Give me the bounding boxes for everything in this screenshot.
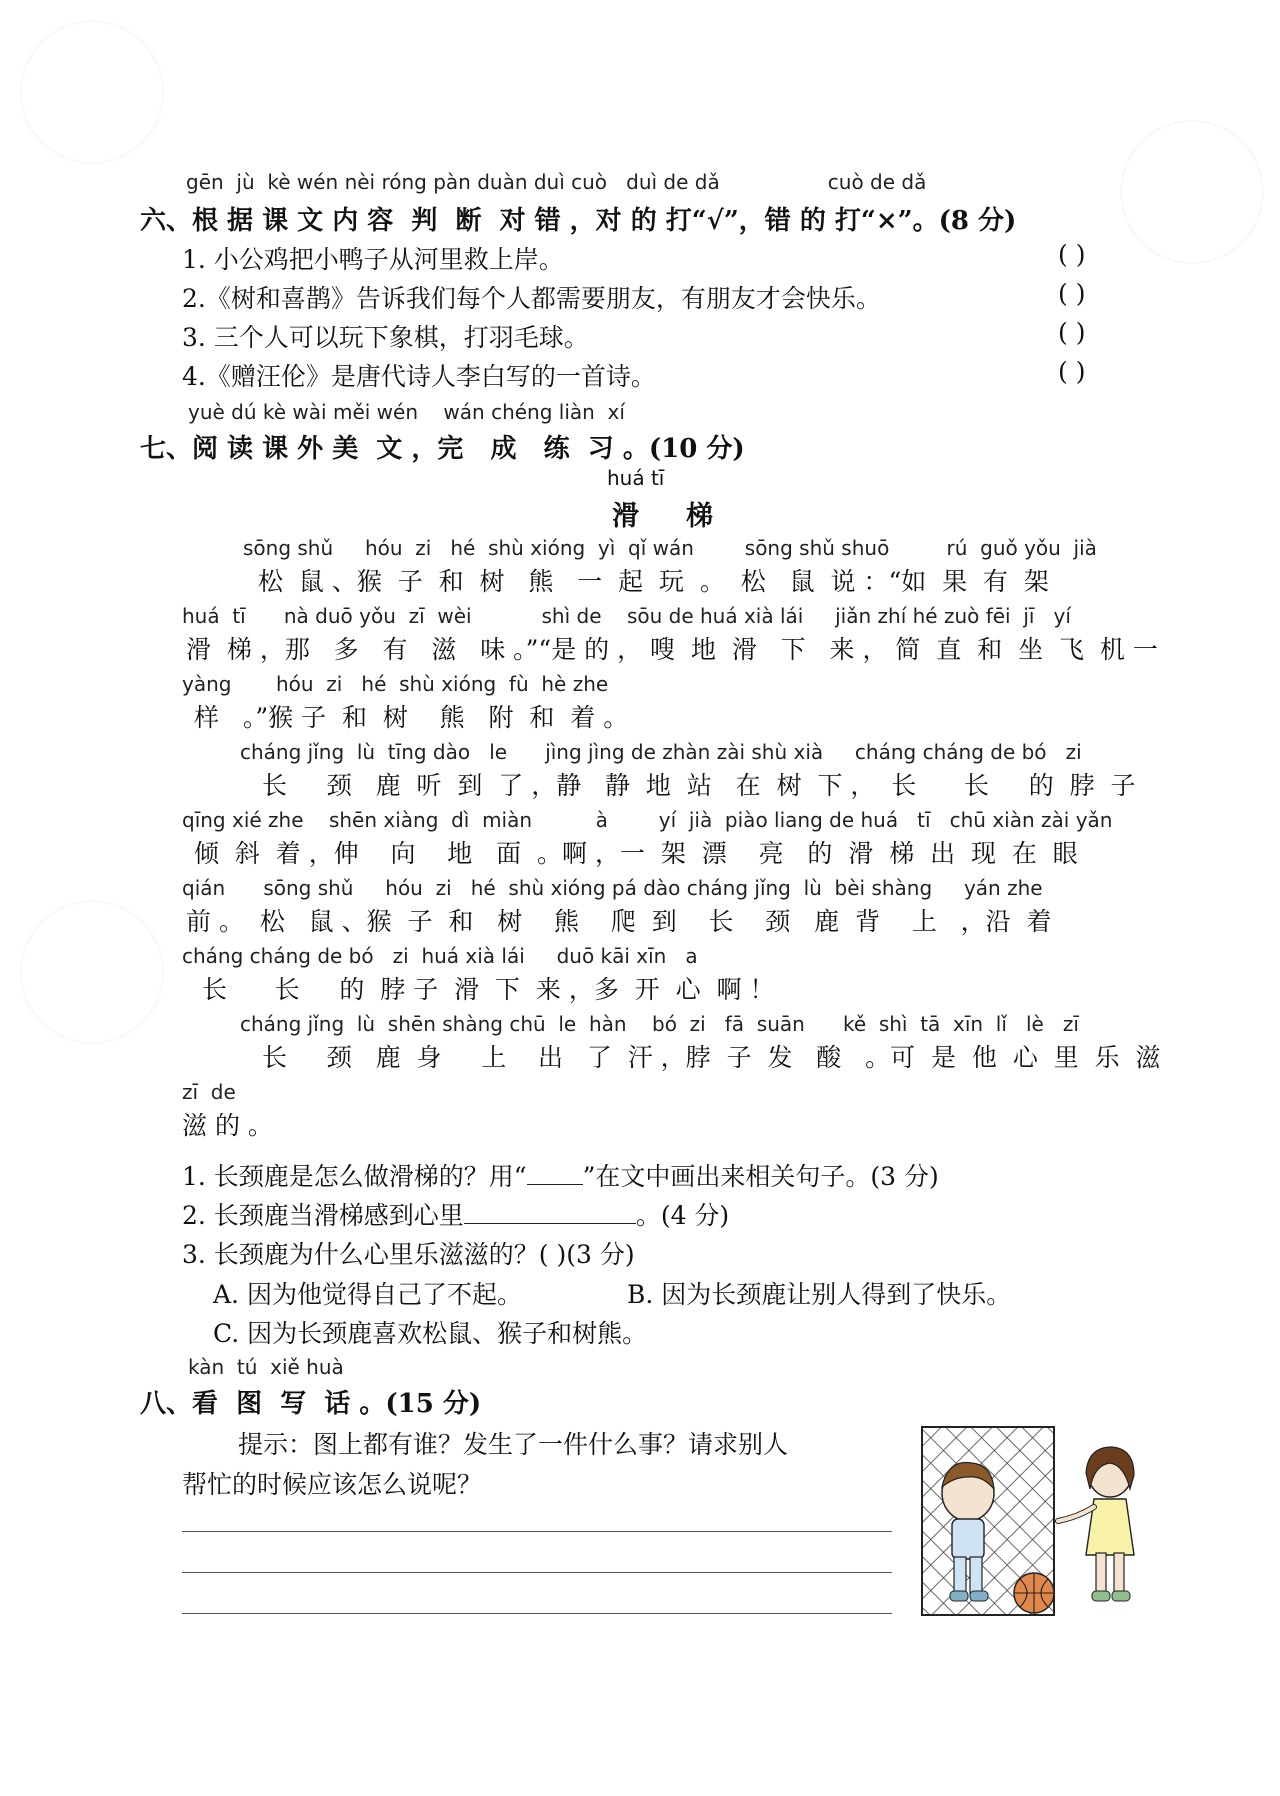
judge-item-4: 4.《赠汪伦》是唐代诗人李白写的一首诗。 xyxy=(182,362,656,391)
basketball xyxy=(1014,1573,1054,1613)
passage-pinyin-line: qīng xié zhe shēn xiàng dì miàn à yí jià piào liang de huá tī chū xiàn zài yǎn xyxy=(182,808,1113,832)
section6-pinyin: gēn jù kè wén nèi róng pàn duàn duì cuò duì de dǎ cuò de dǎ xyxy=(186,170,927,194)
judge-answer-1[interactable]: ( ) xyxy=(1058,240,1086,269)
section6-heading: 六、根 据 课 文 内 容 判 断 对 错 ，对 的 打“√”，错 的 打“×”。(8 分) xyxy=(140,206,1017,236)
question-2 xyxy=(182,1196,729,1232)
passage-pinyin-line: huá tī nà duō yǒu zī wèi shì de sōu de huá xià lái jiǎn zhí hé zuò fēi jī yí xyxy=(182,604,1071,628)
judge-answer-3[interactable]: ( ) xyxy=(1058,318,1086,347)
question-2-text-end: 。(4 分) xyxy=(635,1201,730,1230)
watermark-seal xyxy=(20,20,164,164)
passage-text-line: 长 颈 鹿 身 上 出 了 汗 ，脖 子 发 酸 。可 是 他 心 里 乐 滋 xyxy=(262,1043,1161,1072)
judge-item-2: 2.《树和喜鹊》告诉我们每个人都需要朋友，有朋友才会快乐。 xyxy=(182,284,881,313)
option-c[interactable]: C. 因为长颈鹿喜欢松鼠、猴子和树熊。 xyxy=(213,1319,648,1348)
passage-pinyin-line: zī de xyxy=(182,1080,236,1104)
passage-pinyin-line: cháng jǐng lù shēn shàng chū le hàn bó zi fā suān kě shì tā xīn lǐ lè zī xyxy=(240,1012,1079,1036)
passage-text-line: 样 。”猴 子 和 树 熊 附 和 着 。 xyxy=(194,703,629,732)
passage-text-line: 前 。 松 鼠 、猴 子 和 树 熊 爬 到 长 颈 鹿 背 上 ，沿 着 xyxy=(186,907,1052,936)
writing-line[interactable] xyxy=(182,1613,892,1614)
option-b[interactable]: B. 因为长颈鹿让别人得到了快乐。 xyxy=(627,1280,1012,1309)
watermark-seal xyxy=(20,900,164,1044)
section7-pinyin: yuè dú kè wài měi wén wán chéng liàn xí xyxy=(188,400,625,424)
watermark-seal xyxy=(1120,120,1264,264)
judge-answer-2[interactable]: ( ) xyxy=(1058,279,1086,308)
passage-text-line: 长 颈 鹿 听 到 了 ，静 静 地 站 在 树 下 ， 长 长 的 脖 子 xyxy=(262,771,1136,800)
question-1-text: 1. 长颈鹿是怎么做滑梯的？用“ xyxy=(182,1162,527,1191)
passage-text-line: 滑 梯 ，那 多 有 滋 味 。”“是 的 ， 嗖 地 滑 下 来 ， 简 直 和 坐 飞 机 一 xyxy=(186,635,1158,664)
passage-pinyin-line: cháng cháng de bó zi huá xià lái duō kāi xīn a xyxy=(182,944,698,968)
writing-line[interactable] xyxy=(182,1531,892,1532)
illustration-children-basketball xyxy=(918,1425,1158,1620)
passage-text-line: 长 长 的 脖 子 滑 下 来 ，多 开 心 啊 ！ xyxy=(202,975,775,1004)
judge-item-1: 1. 小公鸡把小鸭子从河里救上岸。 xyxy=(182,245,564,274)
passage-text-line: 滋 的 。 xyxy=(182,1111,273,1140)
passage-text-line: 松 鼠 、猴 子 和 树 熊 一 起 玩 。 松 鼠 说 ：“如 果 有 架 xyxy=(258,567,1049,596)
option-a[interactable]: A. 因为他觉得自己了不起。 xyxy=(213,1280,522,1309)
question-2-text: 2. 长颈鹿当滑梯感到心里 xyxy=(182,1201,464,1230)
section7-heading: 七、阅 读 课 外 美 文 ，完 成 练 习 。(10 分) xyxy=(140,434,745,464)
question-1 xyxy=(182,1157,939,1193)
hint-line-2: 帮忙的时候应该怎么说呢？ xyxy=(182,1470,483,1499)
underline-sample xyxy=(527,1184,583,1185)
passage-pinyin-line: cháng jǐng lù tīng dào le jìng jìng de zhàn zài shù xià cháng cháng de bó zi xyxy=(240,740,1082,764)
section8-heading: 八、看 图 写 话 。(15 分) xyxy=(140,1389,482,1419)
writing-line[interactable] xyxy=(182,1572,892,1573)
passage-pinyin-line: sōng shǔ hóu zi hé shù xióng yì qǐ wán sōng shǔ shuō rú guǒ yǒu jià xyxy=(243,536,1097,560)
passage-title-pinyin: huá tī xyxy=(607,466,665,490)
hint-line-1: 提示：图上都有谁？发生了一件什么事？请求别人 xyxy=(238,1430,789,1459)
passage-pinyin-line: yàng hóu zi hé shù xióng fù hè zhe xyxy=(182,672,609,696)
section8-pinyin: kàn tú xiě huà xyxy=(188,1355,344,1379)
passage-title: 滑 梯 xyxy=(612,501,713,532)
girl-figure xyxy=(1058,1447,1134,1601)
question-1-text-end: ”在文中画出来相关句子。(3 分) xyxy=(582,1162,939,1191)
question-3: 3. 长颈鹿为什么心里乐滋滋的？( )(3 分) xyxy=(182,1240,635,1269)
judge-answer-4[interactable]: ( ) xyxy=(1058,357,1086,386)
passage-pinyin-line: qián sōng shǔ hóu zi hé shù xióng pá dào cháng jǐng lù bèi shàng yán zhe xyxy=(182,876,1043,900)
passage-text-line: 倾 斜 着 ，伸 向 地 面 。啊 ，一 架 漂 亮 的 滑 梯 出 现 在 眼 xyxy=(194,839,1078,868)
judge-item-3: 3. 三个人可以玩下象棋，打羽毛球。 xyxy=(182,323,589,352)
question-2-blank[interactable] xyxy=(464,1223,636,1224)
